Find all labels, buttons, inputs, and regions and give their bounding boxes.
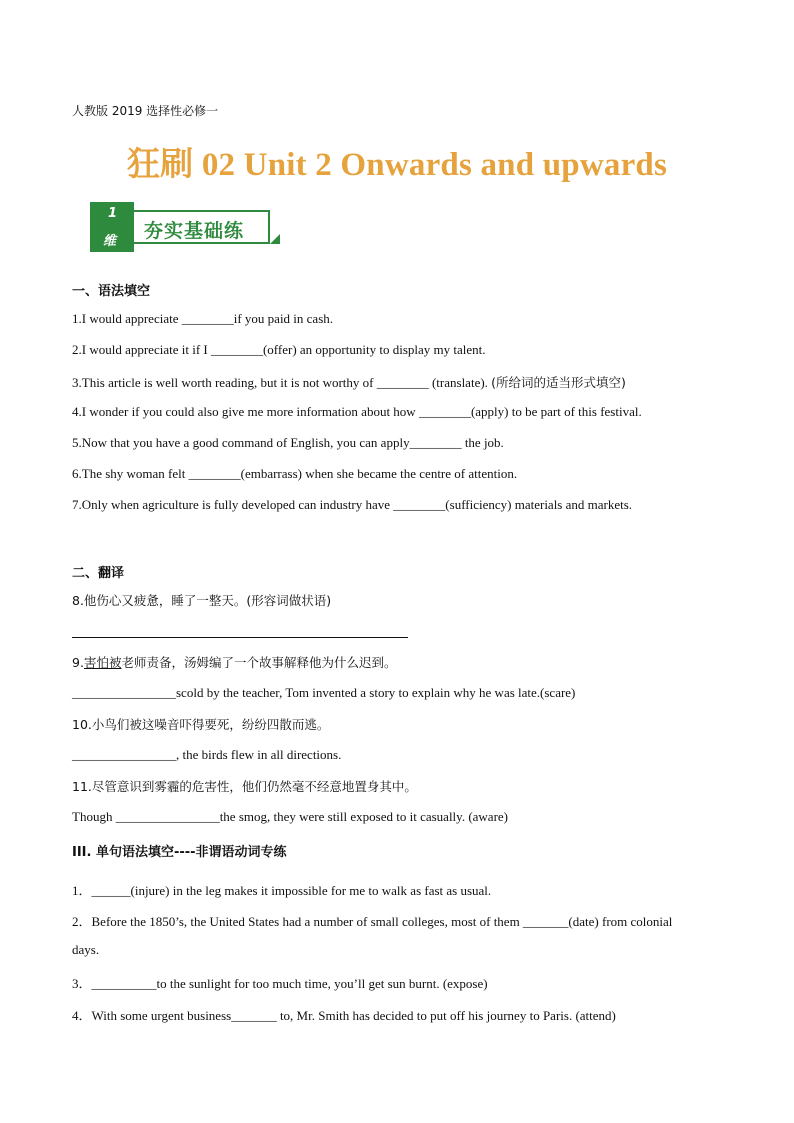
banner-badge — [90, 202, 134, 252]
q9-underlined: 害怕被 — [83, 655, 122, 670]
banner-corner-mark — [270, 234, 280, 244]
section1-item-7: 7.Only when agriculture is fully developed can industry have ________(sufficiency) materials and markets. — [72, 497, 633, 512]
section-banner — [90, 202, 290, 252]
section3-item-3: 3．__________to the sunlight for too much time, you’ll get sun burnt. (expose) — [72, 976, 488, 991]
q10-chinese — [72, 715, 329, 733]
q11-text: 11.尽管意识到雾霾的危害性，他们仍然毫不经意地置身其中。 — [72, 779, 417, 794]
q8-chinese — [72, 591, 331, 609]
q11-english: Though ________________the smog, they were still exposed to it casually. (aware) — [72, 809, 509, 824]
section1-item-6: 6.The shy woman felt ________(embarrass) when she became the centre of attention. — [72, 466, 518, 481]
section1-heading: 一、语法填空 — [72, 284, 151, 299]
q11-chinese — [72, 777, 417, 795]
section1-item-3-note: (所给词的适当形式填空) — [491, 375, 626, 390]
banner-unit: 维 — [103, 234, 117, 249]
section1-item-4: 4.I wonder if you could also give me more information about how ________(apply) to be part of this festival. — [72, 404, 642, 419]
section3-item-2-cont: days. — [72, 942, 100, 957]
q10-english: ________________, the birds flew in all directions. — [72, 747, 342, 762]
q9-prefix: 9. — [72, 655, 84, 670]
section2-heading: 二、翻译 — [72, 566, 125, 581]
section1-item-2: 2.I would appreciate it if I ________(offer) an opportunity to display my talent. — [72, 342, 486, 357]
section1-item-3 — [72, 373, 626, 391]
document-title: 狂刷 02 Unit 2 Onwards and upwards — [126, 147, 668, 183]
section3-item-2: 2．Before the 1850’s, the United States had a number of small colleges, most of them _______(date) from colonial — [72, 914, 673, 929]
q9-rest: 老师责备，汤姆编了一个故事解释他为什么迟到。 — [121, 655, 397, 670]
q8-answer-line — [72, 637, 408, 638]
section3-item-4: 4．With some urgent business_______ to, Mr. Smith has decided to put off his journey to Paris. (attend) — [72, 1008, 616, 1023]
banner-label: 夯实基础练 — [144, 220, 245, 242]
section1-item-1: 1.I would appreciate ________if you paid in cash. — [72, 311, 334, 326]
section1-item-3-text: 3.This article is well worth reading, but it is not worthy of ________ (translate). — [72, 375, 492, 390]
document-subtitle: 人教版 2019 选择性必修一 — [72, 104, 219, 118]
section3-heading: III. 单句语法填空----非谓语动词专练 — [72, 845, 287, 860]
q9-english: ________________scold by the teacher, Tom invented a story to explain why he was late.(scare) — [72, 685, 576, 700]
banner-number: 1 — [108, 206, 118, 221]
section3-item-1: 1．______(injure) in the leg makes it impossible for me to walk as fast as usual. — [72, 883, 492, 898]
q9-chinese — [72, 653, 396, 671]
banner-label-box — [134, 210, 270, 244]
q8-text: 8.他伤心又疲惫，睡了一整天。(形容词做状语) — [72, 593, 332, 608]
q10-text: 10.小鸟们被这噪音吓得要死，纷纷四散而逃。 — [72, 717, 330, 732]
section1-item-5: 5.Now that you have a good command of English, you can apply________ the job. — [72, 435, 504, 450]
